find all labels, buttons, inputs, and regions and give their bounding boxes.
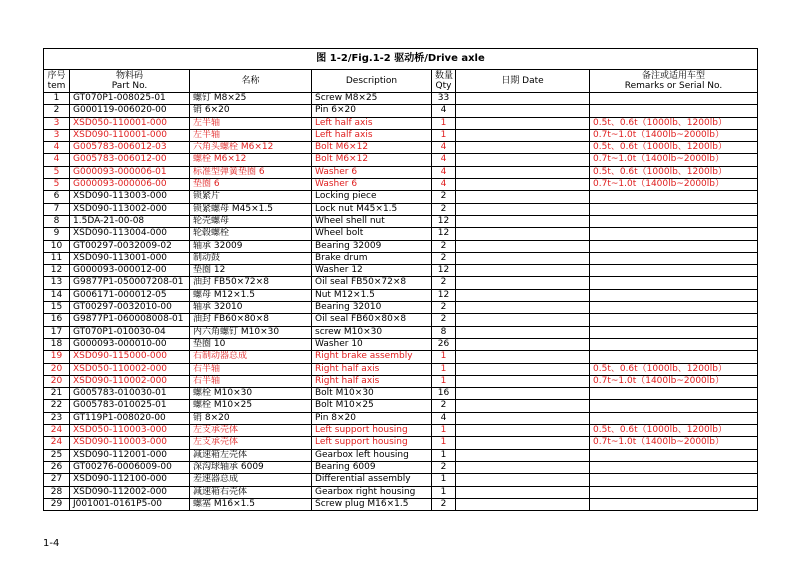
table-row xyxy=(44,498,758,510)
row-date xyxy=(456,388,590,400)
row-remark xyxy=(590,314,758,326)
row-remark xyxy=(590,498,758,510)
row-description: Left half axis xyxy=(312,117,432,129)
row-description: Nut M12×1.5 xyxy=(312,289,432,301)
row-qty: 2 xyxy=(432,240,456,252)
table-row xyxy=(44,425,758,437)
row-description: Bearing 32009 xyxy=(312,240,432,252)
row-item-number: 5 xyxy=(44,179,70,191)
row-part-number: XSD050-110002-000 xyxy=(70,363,190,375)
row-date xyxy=(456,412,590,424)
row-qty: 1 xyxy=(432,375,456,387)
table-row xyxy=(44,215,758,227)
row-name: 螺钉 M8×25 xyxy=(190,93,312,105)
row-description: Screw plug M16×1.5 xyxy=(312,498,432,510)
row-remark: 0.5t、0.6t（1000lb、1200lb） xyxy=(590,166,758,178)
row-name: 减速箱右壳体 xyxy=(190,486,312,498)
row-remark xyxy=(590,449,758,461)
row-description: Bolt M10×25 xyxy=(312,400,432,412)
row-remark xyxy=(590,277,758,289)
row-date xyxy=(456,363,590,375)
row-description: Gearbox right housing xyxy=(312,486,432,498)
table-row xyxy=(44,240,758,252)
table-row xyxy=(44,351,758,363)
row-date xyxy=(456,154,590,166)
row-name: 油封 FB50×72×8 xyxy=(190,277,312,289)
row-remark xyxy=(590,215,758,227)
row-name: 锁紧片 xyxy=(190,191,312,203)
row-item-number: 27 xyxy=(44,474,70,486)
row-item-number: 1 xyxy=(44,93,70,105)
header-part-no: 物料码 Part No. xyxy=(70,70,190,93)
row-remark xyxy=(590,486,758,498)
row-qty: 4 xyxy=(432,154,456,166)
row-date xyxy=(456,486,590,498)
row-remark: 0.7t~1.0t（1400lb~2000lb） xyxy=(590,154,758,166)
table-row xyxy=(44,449,758,461)
row-date xyxy=(456,289,590,301)
row-part-number: XSD090-110001-000 xyxy=(70,129,190,141)
row-qty: 1 xyxy=(432,129,456,141)
row-description: Left support housing xyxy=(312,437,432,449)
row-description: Oil seal FB60×80×8 xyxy=(312,314,432,326)
row-qty: 4 xyxy=(432,412,456,424)
row-date xyxy=(456,314,590,326)
row-date xyxy=(456,203,590,215)
table-row xyxy=(44,486,758,498)
row-part-number: XSD090-110003-000 xyxy=(70,437,190,449)
row-remark xyxy=(590,326,758,338)
row-description: Bearing 32010 xyxy=(312,302,432,314)
table-row xyxy=(44,228,758,240)
row-qty: 1 xyxy=(432,425,456,437)
row-part-number: XSD090-112001-000 xyxy=(70,449,190,461)
row-remark: 0.5t、0.6t（1000lb、1200lb） xyxy=(590,142,758,154)
row-name: 油封 FB60×80×8 xyxy=(190,314,312,326)
row-part-number: G006171-000012-05 xyxy=(70,289,190,301)
row-item-number: 6 xyxy=(44,191,70,203)
row-description: Washer 6 xyxy=(312,166,432,178)
table-row xyxy=(44,363,758,375)
row-part-number: G005783-006012-00 xyxy=(70,154,190,166)
row-qty: 2 xyxy=(432,461,456,473)
row-description: Washer 12 xyxy=(312,265,432,277)
table-row xyxy=(44,265,758,277)
row-name: 左支承壳体 xyxy=(190,437,312,449)
row-qty: 1 xyxy=(432,449,456,461)
parts-table xyxy=(43,48,758,511)
row-remark xyxy=(590,228,758,240)
row-part-number: GT00276-0006009-00 xyxy=(70,461,190,473)
row-date xyxy=(456,191,590,203)
table-row xyxy=(44,388,758,400)
row-date xyxy=(456,265,590,277)
row-item-number: 4 xyxy=(44,142,70,154)
row-part-number: XSD090-112002-000 xyxy=(70,486,190,498)
table-row xyxy=(44,277,758,289)
row-remark xyxy=(590,338,758,350)
row-qty: 4 xyxy=(432,105,456,117)
row-part-number: XSD090-112100-000 xyxy=(70,474,190,486)
row-remark: 0.7t~1.0t（1400lb~2000lb） xyxy=(590,129,758,141)
row-remark xyxy=(590,412,758,424)
row-item-number: 10 xyxy=(44,240,70,252)
row-description: Gearbox left housing xyxy=(312,449,432,461)
header-description: Description xyxy=(312,70,432,93)
row-item-number: 20 xyxy=(44,375,70,387)
table-row xyxy=(44,252,758,264)
row-item-number: 26 xyxy=(44,461,70,473)
row-date xyxy=(456,302,590,314)
row-description: Right brake assembly xyxy=(312,351,432,363)
row-date xyxy=(456,129,590,141)
table-row xyxy=(44,474,758,486)
row-part-number: XSD050-110003-000 xyxy=(70,425,190,437)
row-remark xyxy=(590,388,758,400)
row-description: Washer 10 xyxy=(312,338,432,350)
row-qty: 1 xyxy=(432,363,456,375)
row-description: Pin 8×20 xyxy=(312,412,432,424)
row-part-number: G000119-006020-00 xyxy=(70,105,190,117)
row-description: Right half axis xyxy=(312,363,432,375)
row-date xyxy=(456,277,590,289)
row-item-number: 7 xyxy=(44,203,70,215)
table-row xyxy=(44,338,758,350)
row-item-number: 16 xyxy=(44,314,70,326)
row-name: 轮壳螺母 xyxy=(190,215,312,227)
row-name: 制动鼓 xyxy=(190,252,312,264)
row-remark xyxy=(590,302,758,314)
row-description: Bolt M10×30 xyxy=(312,388,432,400)
row-remark xyxy=(590,93,758,105)
row-remark xyxy=(590,203,758,215)
header-item: 序号 tem xyxy=(44,70,70,93)
row-qty: 26 xyxy=(432,338,456,350)
row-description: Pin 6×20 xyxy=(312,105,432,117)
row-part-number: G000093-000006-01 xyxy=(70,166,190,178)
row-part-number: XSD090-110002-000 xyxy=(70,375,190,387)
row-name: 垫圈 6 xyxy=(190,179,312,191)
row-qty: 2 xyxy=(432,498,456,510)
row-name: 螺母 M12×1.5 xyxy=(190,289,312,301)
table-row xyxy=(44,400,758,412)
row-name: 左半轴 xyxy=(190,117,312,129)
table-row xyxy=(44,117,758,129)
row-name: 销 8×20 xyxy=(190,412,312,424)
row-item-number: 14 xyxy=(44,289,70,301)
row-name: 轮毂螺栓 xyxy=(190,228,312,240)
row-part-number: XSD090-113002-000 xyxy=(70,203,190,215)
header-name: 名称 xyxy=(190,70,312,93)
row-date xyxy=(456,142,590,154)
row-description: Lock nut M45×1.5 xyxy=(312,203,432,215)
row-part-number: G9877P1-060008008-01 xyxy=(70,314,190,326)
row-date xyxy=(456,375,590,387)
table-row xyxy=(44,203,758,215)
row-qty: 16 xyxy=(432,388,456,400)
row-name: 右半轴 xyxy=(190,375,312,387)
row-description: Left half axis xyxy=(312,129,432,141)
row-item-number: 25 xyxy=(44,449,70,461)
table-row xyxy=(44,105,758,117)
row-remark: 0.5t、0.6t（1000lb、1200lb） xyxy=(590,363,758,375)
row-date xyxy=(456,338,590,350)
header-remarks: 备注或适用车型 Remarks or Serial No. xyxy=(590,70,758,93)
row-remark xyxy=(590,351,758,363)
row-remark xyxy=(590,289,758,301)
row-part-number: G000093-000012-00 xyxy=(70,265,190,277)
row-date xyxy=(456,461,590,473)
row-item-number: 24 xyxy=(44,425,70,437)
row-date xyxy=(456,498,590,510)
row-item-number: 5 xyxy=(44,166,70,178)
row-name: 螺栓 M10×30 xyxy=(190,388,312,400)
row-part-number: G9877P1-050007208-01 xyxy=(70,277,190,289)
row-name: 减速箱左壳体 xyxy=(190,449,312,461)
row-description: Wheel bolt xyxy=(312,228,432,240)
row-description: Bolt M6×12 xyxy=(312,142,432,154)
row-description: Locking piece xyxy=(312,191,432,203)
row-qty: 12 xyxy=(432,265,456,277)
row-part-number: XSD090-115000-000 xyxy=(70,351,190,363)
row-remark: 0.7t~1.0t（1400lb~2000lb） xyxy=(590,179,758,191)
row-remark xyxy=(590,240,758,252)
table-body xyxy=(44,93,758,511)
page-number: 1-4 xyxy=(43,538,60,549)
table-row xyxy=(44,142,758,154)
row-qty: 2 xyxy=(432,400,456,412)
header-date: 日期 Date xyxy=(456,70,590,93)
row-description: Wheel shell nut xyxy=(312,215,432,227)
row-item-number: 12 xyxy=(44,265,70,277)
row-name: 右制动器总成 xyxy=(190,351,312,363)
row-name: 垫圈 12 xyxy=(190,265,312,277)
row-part-number: GT070P1-010030-04 xyxy=(70,326,190,338)
row-part-number: GT070P1-008025-01 xyxy=(70,93,190,105)
row-description: Bearing 6009 xyxy=(312,461,432,473)
row-item-number: 23 xyxy=(44,412,70,424)
row-remark: 0.5t、0.6t（1000lb、1200lb） xyxy=(590,117,758,129)
row-description: Right half axis xyxy=(312,375,432,387)
row-item-number: 13 xyxy=(44,277,70,289)
row-name: 销 6×20 xyxy=(190,105,312,117)
row-part-number: GT119P1-008020-00 xyxy=(70,412,190,424)
row-qty: 12 xyxy=(432,215,456,227)
header-qty: 数量 Qty xyxy=(432,70,456,93)
row-part-number: XSD050-110001-000 xyxy=(70,117,190,129)
table-row xyxy=(44,191,758,203)
table-row xyxy=(44,437,758,449)
row-qty: 8 xyxy=(432,326,456,338)
row-date xyxy=(456,240,590,252)
row-date xyxy=(456,425,590,437)
row-date xyxy=(456,449,590,461)
row-qty: 4 xyxy=(432,179,456,191)
row-part-number: GT00297-0032010-00 xyxy=(70,302,190,314)
row-qty: 2 xyxy=(432,252,456,264)
table-row xyxy=(44,154,758,166)
table-row xyxy=(44,314,758,326)
row-qty: 2 xyxy=(432,277,456,289)
row-qty: 12 xyxy=(432,228,456,240)
row-qty: 2 xyxy=(432,203,456,215)
table-row xyxy=(44,302,758,314)
row-part-number: J001001-0161P5-00 xyxy=(70,498,190,510)
row-qty: 1 xyxy=(432,474,456,486)
row-description: Differential assembly xyxy=(312,474,432,486)
row-qty: 1 xyxy=(432,437,456,449)
row-qty: 2 xyxy=(432,314,456,326)
row-remark xyxy=(590,191,758,203)
row-date xyxy=(456,326,590,338)
row-name: 螺栓 M6×12 xyxy=(190,154,312,166)
row-name: 锁紧螺母 M45×1.5 xyxy=(190,203,312,215)
row-description: Screw M8×25 xyxy=(312,93,432,105)
row-date xyxy=(456,179,590,191)
row-part-number: G005783-006012-03 xyxy=(70,142,190,154)
row-remark: 0.7t~1.0t（1400lb~2000lb） xyxy=(590,375,758,387)
row-description: Bolt M6×12 xyxy=(312,154,432,166)
row-item-number: 11 xyxy=(44,252,70,264)
row-item-number: 19 xyxy=(44,351,70,363)
row-qty: 4 xyxy=(432,166,456,178)
row-item-number: 18 xyxy=(44,338,70,350)
row-name: 轴承 32010 xyxy=(190,302,312,314)
table-row xyxy=(44,326,758,338)
row-name: 左支承壳体 xyxy=(190,425,312,437)
row-remark: 0.5t、0.6t（1000lb、1200lb） xyxy=(590,425,758,437)
row-part-number: G000093-000006-00 xyxy=(70,179,190,191)
row-qty: 2 xyxy=(432,302,456,314)
row-remark xyxy=(590,105,758,117)
row-remark xyxy=(590,474,758,486)
row-item-number: 17 xyxy=(44,326,70,338)
row-description: Brake drum xyxy=(312,252,432,264)
row-item-number: 28 xyxy=(44,486,70,498)
row-part-number: XSD090-113003-000 xyxy=(70,191,190,203)
row-date xyxy=(456,117,590,129)
row-date xyxy=(456,93,590,105)
row-part-number: XSD090-113004-000 xyxy=(70,228,190,240)
row-name: 右半轴 xyxy=(190,363,312,375)
row-qty: 1 xyxy=(432,351,456,363)
row-date xyxy=(456,400,590,412)
table-row xyxy=(44,375,758,387)
row-item-number: 4 xyxy=(44,154,70,166)
row-name: 垫圈 10 xyxy=(190,338,312,350)
row-part-number: XSD090-113001-000 xyxy=(70,252,190,264)
row-name: 深沟球轴承 6009 xyxy=(190,461,312,473)
row-qty: 2 xyxy=(432,191,456,203)
row-name: 内六角螺钉 M10×30 xyxy=(190,326,312,338)
row-description: Left support housing xyxy=(312,425,432,437)
row-item-number: 3 xyxy=(44,117,70,129)
table-row xyxy=(44,461,758,473)
row-part-number: G005783-010030-01 xyxy=(70,388,190,400)
table-row xyxy=(44,179,758,191)
row-date xyxy=(456,474,590,486)
row-name: 差速器总成 xyxy=(190,474,312,486)
table-title: 图 1-2/Fig.1-2 驱动桥/Drive axle xyxy=(44,49,758,70)
row-description: Oil seal FB50×72×8 xyxy=(312,277,432,289)
row-item-number: 29 xyxy=(44,498,70,510)
row-part-number: G000093-000010-00 xyxy=(70,338,190,350)
row-qty: 1 xyxy=(432,486,456,498)
row-name: 左半轴 xyxy=(190,129,312,141)
row-remark: 0.7t~1.0t（1400lb~2000lb） xyxy=(590,437,758,449)
table-row xyxy=(44,93,758,105)
row-name: 螺塞 M16×1.5 xyxy=(190,498,312,510)
row-qty: 1 xyxy=(432,117,456,129)
row-item-number: 3 xyxy=(44,129,70,141)
row-item-number: 8 xyxy=(44,215,70,227)
row-date xyxy=(456,252,590,264)
row-part-number: GT00297-0032009-02 xyxy=(70,240,190,252)
row-name: 标准型弹簧垫圈 6 xyxy=(190,166,312,178)
row-item-number: 15 xyxy=(44,302,70,314)
row-item-number: 2 xyxy=(44,105,70,117)
row-qty: 4 xyxy=(432,142,456,154)
row-item-number: 9 xyxy=(44,228,70,240)
row-item-number: 20 xyxy=(44,363,70,375)
row-date xyxy=(456,105,590,117)
row-name: 螺栓 M10×25 xyxy=(190,400,312,412)
table-row xyxy=(44,412,758,424)
row-item-number: 24 xyxy=(44,437,70,449)
row-name: 六角头螺栓 M6×12 xyxy=(190,142,312,154)
row-qty: 33 xyxy=(432,93,456,105)
row-remark xyxy=(590,400,758,412)
row-description: screw M10×30 xyxy=(312,326,432,338)
row-date xyxy=(456,228,590,240)
row-remark xyxy=(590,252,758,264)
table-row xyxy=(44,166,758,178)
row-remark xyxy=(590,265,758,277)
table-row xyxy=(44,129,758,141)
row-description: Washer 6 xyxy=(312,179,432,191)
table-row xyxy=(44,289,758,301)
row-date xyxy=(456,351,590,363)
row-item-number: 22 xyxy=(44,400,70,412)
row-date xyxy=(456,215,590,227)
row-name: 轴承 32009 xyxy=(190,240,312,252)
row-part-number: G005783-010025-01 xyxy=(70,400,190,412)
row-date xyxy=(456,437,590,449)
row-date xyxy=(456,166,590,178)
row-part-number: 1.5DA-21-00-08 xyxy=(70,215,190,227)
row-remark xyxy=(590,461,758,473)
row-qty: 12 xyxy=(432,289,456,301)
row-item-number: 21 xyxy=(44,388,70,400)
